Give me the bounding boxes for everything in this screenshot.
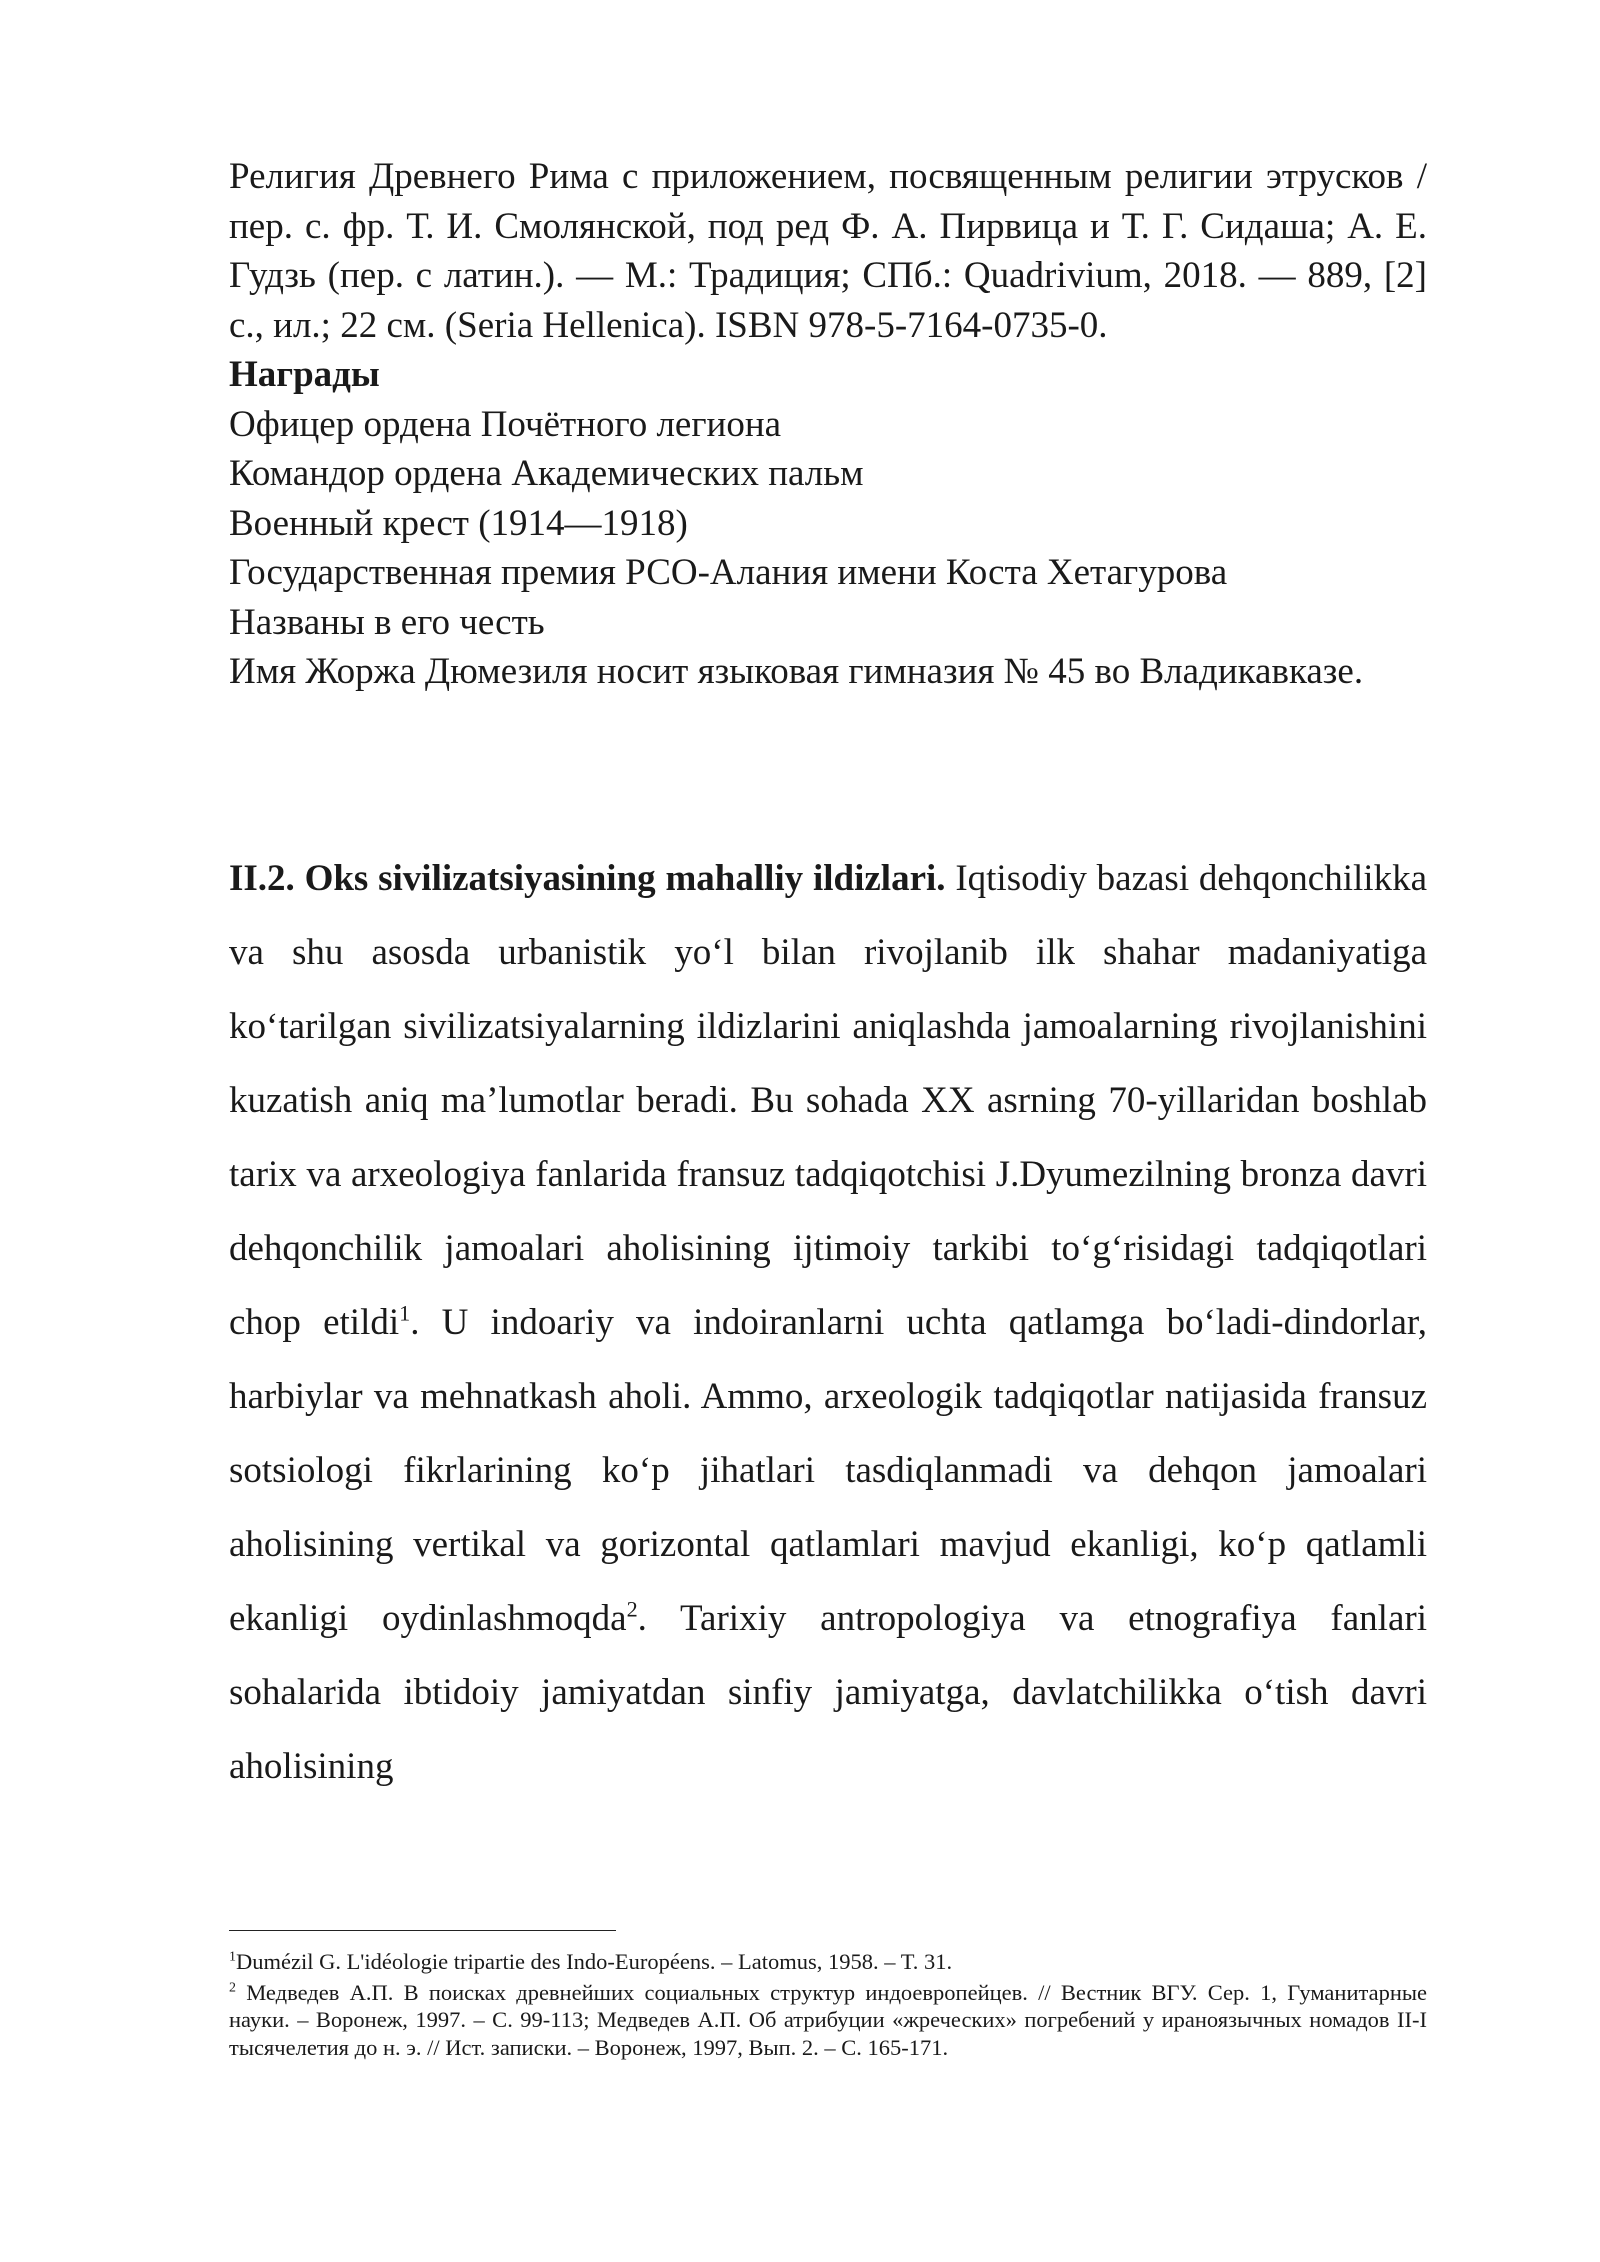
award-item: Офицер ордена Почётного легиона bbox=[229, 403, 782, 445]
footnote-ref[interactable]: 1 bbox=[399, 1300, 411, 1326]
section-heading: II.2. Oks sivilizatsiyasining mahalliy ildizlari. bbox=[229, 858, 946, 899]
award-item: Командор ордена Академических пальм bbox=[229, 453, 864, 494]
awards-heading: Награды bbox=[229, 354, 380, 395]
honors-text: Имя Жоржа Дюмезиля носит языковая гимназия № 45 во Владикавказе. bbox=[229, 651, 1364, 692]
footnote bbox=[229, 1979, 1427, 2062]
footnote-mark: 2 bbox=[229, 1980, 236, 1995]
award-item: Государственная премия РСО-Алания имени Коста Хетагурова bbox=[229, 552, 1228, 593]
footnote-ref[interactable]: 2 bbox=[626, 1596, 638, 1622]
footnotes bbox=[229, 1948, 1427, 2064]
section-body bbox=[229, 842, 1427, 1804]
bibliography-entry: Религия Древнего Рима с приложением, посвященным религии этрусков / пер. с. фр. Т. И. Смолянской, под ред Ф. А. Пирвица и Т. Г. Сидаша; А. Е. Гудзь (пер. с латин.). — М.: Традиция; СПб.: Quadrivium, 2018. — 889, [2] с., ил.; 22 см. (Seria Hellenica). ISBN 978-5-7164-0735-0. bbox=[229, 156, 1427, 346]
paragraph-text: . U indoariy va indoiranlarni uchta qatlamga bo‘ladi-dindorlar, harbiylar va mehnatkash aholi. Ammo, arxeologik tadqiqotlar natijasida fransuz sotsiologi fikrlarining ko‘p jihatlari tasdiqlanmadi va dehqon jamoalari aholisining vertikal va gorizontal qatlamlari mavjud ekanligi, ko‘p qatlamli ekanligi oydinlashmoqda bbox=[229, 1302, 1427, 1639]
paragraph-text: . Tarixiy antropologiya va etnografiya fanlari sohalarida ibtidoiy jamiyatdan sinfiy jamiyatga, davlatchilikka o‘tish davri aholisining bbox=[229, 1598, 1427, 1787]
footnote-mark: 1 bbox=[229, 1949, 236, 1965]
footnote bbox=[229, 1948, 1427, 1976]
footnote-text: Медведев А.П. В поисках древнейших социальных структур индоевропейцев. // Вестник ВГУ. Сер. 1, Гуманитарные науки. – Воронеж, 1997. – С. 99-113; Медведев А.П. Об атрибуции «жреческих» погребений у ираноязычных номадов II-I тысячелетия до н. э. // Ист. записки. – Воронеж, 1997, Вып. 2. – С. 165-171. bbox=[229, 1979, 1427, 2060]
award-item: Военный крест (1914—1918) bbox=[229, 502, 688, 544]
footnote-separator bbox=[229, 1930, 616, 1931]
section-paragraph bbox=[229, 842, 1427, 1804]
paragraph-text: Iqtisodiy bazasi dehqonchilikka va shu asosda urbanistik yo‘l bilan rivojlanib ilk shahar madaniyatiga ko‘tarilgan sivilizatsiyalarning ildizlarini aniqlashda jamoalarning rivojlanishini kuzatish aniq ma’lumotlar beradi. Bu sohada XX asrning 70-yillaridan boshlab tarix va arxeologiya fanlarida fransuz tadqiqotchisi J.Dyumezilning bronza davri dehqonchilik jamoalari aholisining ijtimoiy tarkibi to‘g‘risidagi tadqiqotlari chop etildi bbox=[229, 858, 1427, 1343]
footnote-text: Dumézil G. L'idéologie tripartie des Indo-Européens. – Latomus, 1958. – T. 31. bbox=[235, 1949, 953, 1974]
honors-heading: Названы в его честь bbox=[229, 601, 545, 643]
reference-block bbox=[229, 152, 1427, 697]
